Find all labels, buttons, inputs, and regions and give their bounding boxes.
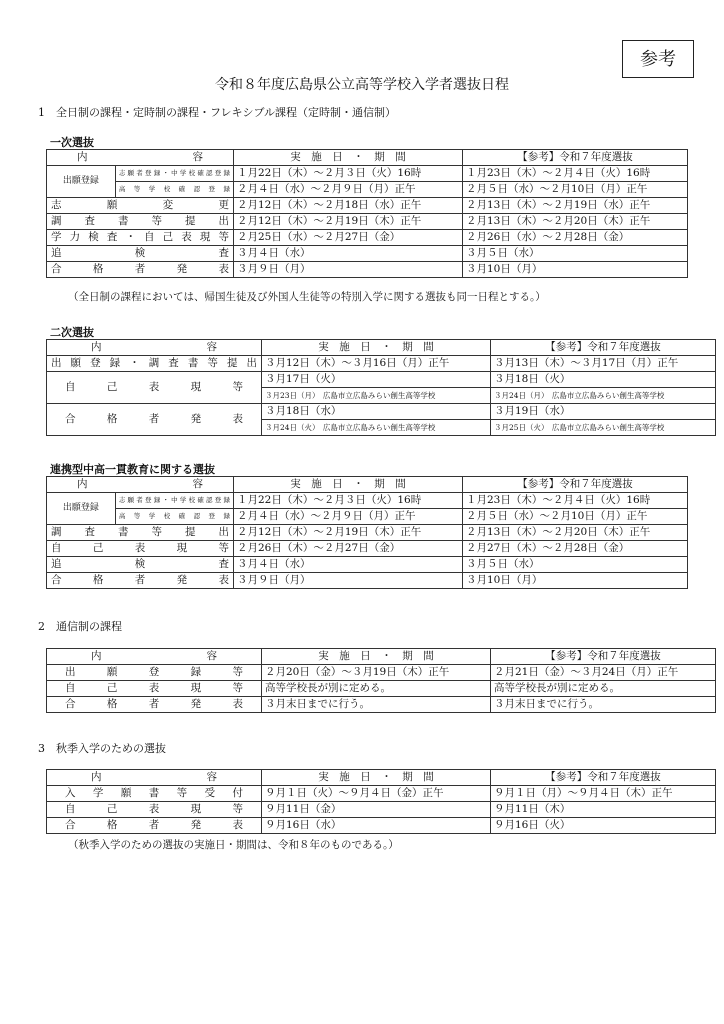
second-selection-table [46,339,716,436]
section1-heading: 1 全日制の課程・定時制の課程・フレキシブル課程（定時制・通信制） [38,106,397,119]
row-date: 高等学校長が別に定める。 [262,681,491,697]
reference-badge: 参考 [622,40,694,78]
row-label: 入学願書等受付 [47,786,262,802]
row-reference: ２月21日（金）～３月24日（月）正午 [491,665,716,681]
table-row [47,230,688,246]
row-date: ２月12日（木）～２月19日（木）正午 [234,214,463,230]
table-row [47,802,716,818]
row-label: 合格者発表 [47,697,262,713]
row-label: 追検査 [47,557,234,573]
row-date: ２月12日（木）～２月18日（水）正午 [234,198,463,214]
row-label: 自己表現等 [47,372,262,404]
row-reference: ２月５日（水）～２月10日（月）正午 [463,509,688,525]
row-reference [491,388,716,404]
header-content: 内 容 [47,770,262,786]
header-date: 実 施 日 ・ 期 間 [262,770,491,786]
school-name: 広島市立広島みらい創生高等学校 [551,391,665,400]
header-reference: 【参考】令和７年度選抜 [463,477,688,493]
row-reference [491,420,716,436]
linked-selection-table [46,476,688,589]
date: ３月23日（月） [265,391,320,400]
header-date: 実 施 日 ・ 期 間 [262,340,491,356]
row-label: 自己表現等 [47,681,262,697]
header-date: 実 施 日 ・ 期 間 [234,477,463,493]
table-row [47,573,688,589]
correspondence-table [46,648,716,713]
autumn-table [46,769,716,834]
row-date: １月22日（木）～２月３日（火）16時 [234,493,463,509]
header-content: 内 容 [47,477,234,493]
row-date: ２月４日（水）～２月９日（月）正午 [234,182,463,198]
header-reference: 【参考】令和７年度選抜 [491,340,716,356]
row-reference: ９月16日（火） [491,818,716,834]
table-row [47,697,716,713]
header-reference: 【参考】令和７年度選抜 [491,649,716,665]
row-reference: １月23日（木）～２月４日（火）16時 [463,493,688,509]
row-date: ３月18日（水） [262,404,491,420]
table-row [47,541,688,557]
table-row [47,214,688,230]
row-label: 出願登録等 [47,665,262,681]
row-label: 調査書等提出 [47,525,234,541]
table-header-row [47,649,716,665]
row-reference: ３月末日までに行う。 [491,697,716,713]
row-date: １月22日（木）～２月３日（火）16時 [234,166,463,182]
row-reference: ３月10日（月） [463,573,688,589]
row-label: 合格者発表 [47,404,262,436]
row-label: 自己表現等 [47,802,262,818]
row-reference: ９月11日（木） [491,802,716,818]
section2-heading: 2 通信制の課程 [38,620,122,633]
header-content: 内 容 [47,649,262,665]
header-reference: 【参考】令和７年度選抜 [491,770,716,786]
row-reference: ２月５日（水）～２月10日（月）正午 [463,182,688,198]
header-content: 内 容 [47,340,262,356]
row-date: ２月26日（木）～２月27日（金） [234,541,463,557]
section3-heading: 3 秋季入学のための選抜 [38,742,166,755]
row-date: ２月４日（水）～２月９日（月）正午 [234,509,463,525]
table-row [47,404,716,420]
row-reference: ９月１日（月）～９月４日（木）正午 [491,786,716,802]
row-date: ２月12日（木）～２月19日（木）正午 [234,525,463,541]
row-label: 合格者発表 [47,818,262,834]
row-label: 志願変更 [47,198,234,214]
row-date: ３月９日（月） [234,262,463,278]
row-reference: ２月27日（木）～２月28日（金） [463,541,688,557]
row-label: 学力検査・自己表現等 [47,230,234,246]
row-reference: １月23日（木）～２月４日（火）16時 [463,166,688,182]
row-date: ３月９日（月） [234,573,463,589]
table-row [47,372,716,388]
row-date: ３月12日（木）～３月16日（月）正午 [262,356,491,372]
table-row [47,246,688,262]
table-row [47,525,688,541]
row-date: ２月25日（水）～２月27日（金） [234,230,463,246]
row-date: ３月４日（水） [234,557,463,573]
table-header-row [47,477,688,493]
school-name: 広島市立広島みらい創生高等学校 [551,423,665,432]
row-reference: ２月26日（水）～２月28日（金） [463,230,688,246]
date: ３月24日（月） [494,391,549,400]
header-content: 内 容 [47,150,234,166]
row-date [262,388,491,404]
row-label: 調査書等提出 [47,214,234,230]
first-selection-note: （全日制の課程においては、帰国生徒及び外国人生徒等の特別入学に関する選抜も同一日程とする。） [68,291,546,303]
table-row [47,665,716,681]
date: ３月25日（火） [494,423,549,432]
autumn-note: （秋季入学のための選抜の実施日・期間は、令和８年のものである。） [68,839,399,851]
table-row [47,182,688,198]
row-label: 志願者登録・中学校確認登録 [115,166,233,182]
table-row [47,356,716,372]
registration-label: 出願登録 [47,493,116,525]
table-row [47,818,716,834]
table-row [47,262,688,278]
table-row [47,557,688,573]
row-reference: ２月13日（木）～２月20日（木）正午 [463,214,688,230]
first-selection-table [46,149,688,278]
row-date: ３月４日（水） [234,246,463,262]
registration-label: 出願登録 [47,166,116,198]
row-reference: 高等学校長が別に定める。 [491,681,716,697]
row-date: ２月20日（金）～３月19日（木）正午 [262,665,491,681]
row-label: 合格者発表 [47,573,234,589]
table-header-row [47,770,716,786]
table-row [47,681,716,697]
first-selection-label: 一次選抜 [50,136,94,149]
table-row [47,493,688,509]
row-label: 出願登録・調査書等提出 [47,356,262,372]
header-reference: 【参考】令和７年度選抜 [463,150,688,166]
school-name: 広島市立広島みらい創生高等学校 [322,391,436,400]
page-title: 令和８年度広島県公立高等学校入学者選抜日程 [215,77,509,93]
table-row [47,166,688,182]
second-selection-label: 二次選抜 [50,326,94,339]
table-row [47,786,716,802]
row-label: 合格者発表 [47,262,234,278]
row-reference: ３月19日（水） [491,404,716,420]
table-header-row [47,150,688,166]
school-name: 広島市立広島みらい創生高等学校 [322,423,436,432]
row-date: ３月末日までに行う。 [262,697,491,713]
header-date: 実 施 日 ・ 期 間 [234,150,463,166]
row-reference: ３月５日（水） [463,246,688,262]
row-date: ３月17日（火） [262,372,491,388]
date: ３月24日（火） [265,423,320,432]
row-label: 自己表現等 [47,541,234,557]
row-label: 追検査 [47,246,234,262]
table-header-row [47,340,716,356]
table-row [47,198,688,214]
row-date: ９月16日（水） [262,818,491,834]
table-row [47,509,688,525]
row-reference: ３月13日（木）～３月17日（月）正午 [491,356,716,372]
row-label: 高等学校確認登録 [115,509,233,525]
row-reference: ３月10日（月） [463,262,688,278]
row-date: ９月１日（火）～９月４日（金）正午 [262,786,491,802]
row-label: 高等学校確認登録 [115,182,233,198]
row-label: 志願者登録・中学校確認登録 [115,493,233,509]
header-date: 実 施 日 ・ 期 間 [262,649,491,665]
row-reference: ３月18日（火） [491,372,716,388]
row-reference: ２月13日（木）～２月20日（木）正午 [463,525,688,541]
row-reference: ３月５日（水） [463,557,688,573]
row-date [262,420,491,436]
linked-selection-label: 連携型中高一貫教育に関する選抜 [50,463,215,476]
row-date: ９月11日（金） [262,802,491,818]
row-reference: ２月13日（木）～２月19日（水）正午 [463,198,688,214]
